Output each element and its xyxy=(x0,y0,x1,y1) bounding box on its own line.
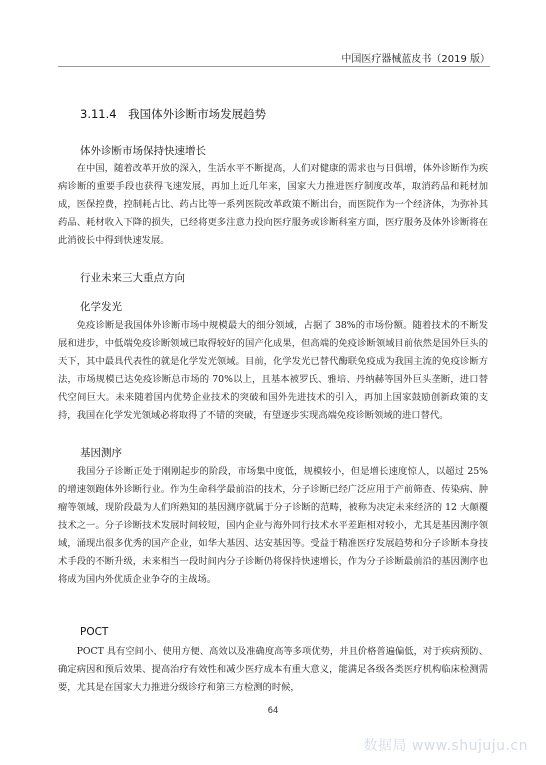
paragraph-gene-sequencing: 我国分子诊断正处于刚刚起步的阶段，市场集中度低，规模较小，但是增长速度惊人，以超过 25%的增速领跑体外诊断行业。作为生命科学最前沿的技术，分子诊断已经广泛应用于产前筛查、传染病、肿瘤等领域，现阶段最为人们所熟知的基因测序就属于分子诊断的范畴，被称为决定未来经济的 12 大颠覆技术之一。分子诊断技术发展时间较短，国内企业与海外同行技术水平差距相对较小，尤其是基因测序领域，涌现出很多优秀的国产企业，如华大基因、达安基因等。受益于精准医疗发展趋势和分子诊断本身技术手段的不断升级，未来相当一段时间内分子诊断仍将保持快速增长，作为分子诊断最前沿的基因测序也将成为国内外优质企业争夺的主战场。 xyxy=(58,466,488,585)
heading-chemiluminescence: 化学发光 xyxy=(80,301,122,313)
section-heading: 3.11.4 我国体外诊断市场发展趋势 xyxy=(80,107,267,121)
heading-market-growth: 体外诊断市场保持快速增长 xyxy=(80,145,206,157)
paragraph-market-growth: 在中国，随着改革开放的深入，生活水平不断提高，人们对健康的需求也与日俱增，体外诊断作为疾病诊断的重要手段也获得飞速发展，再加上近几年来，国家大力推进医疗制度改革，取消药品和耗材加成，医保控费，控制耗占比、药占比等一系列医院改革政策不断出台，而医院作为一个经济体，为弥补其药品、耗材收入下降的损失，已经将更多注意力投向医疗服务或诊断科室方面，医疗服务及体外诊断将在此消彼长中得到快速发展。 xyxy=(58,163,488,246)
heading-gene-sequencing: 基因测序 xyxy=(80,447,122,459)
paragraph-chemiluminescence: 免疫诊断是我国体外诊断市场中规模最大的细分领域，占据了 38%的市场份额。随着技术的不断发展和进步，中低端免疫诊断领域已取得较好的国产化成果，但高端的免疫诊断领域目前依然是国外巨头的天下，其中最具代表性的就是化学发光领域。目前，化学发光已替代酶联免疫成为我国主流的免疫诊断方法，市场规模已达免疫诊断总市场的 70%以上，且基本被罗氏、雅培、丹纳赫等国外巨头垄断，进口替代空间巨大。未来随着国内优势企业技术的突破和国外先进技术的引入，再加上国家鼓励创新政策的支持，我国在化学发光领域必将取得了不错的突破，有望逐步实现高端免疫诊断领域的进口替代。 xyxy=(58,320,488,421)
paragraph-poct: POCT 具有空间小、使用方便、高效以及准确度高等多项优势，并且价格普遍偏低，对于疾病预防、确定病因和预后效果、提高治疗有效性和减少医疗成本有重大意义，能满足各级各类医疗机构临床检测需要，尤其是在国家大力推进分级诊疗和第三方检测的时候， xyxy=(58,646,488,693)
header-rule xyxy=(58,66,490,67)
heading-poct: POCT xyxy=(80,626,109,638)
page-number: 64 xyxy=(267,706,279,716)
watermark: 数据局 www.shujuju.cn xyxy=(363,738,528,754)
heading-key-directions: 行业未来三大重点方向 xyxy=(80,272,185,284)
running-header: 中国医疗器械蓝皮书（2019 版） xyxy=(341,54,490,65)
